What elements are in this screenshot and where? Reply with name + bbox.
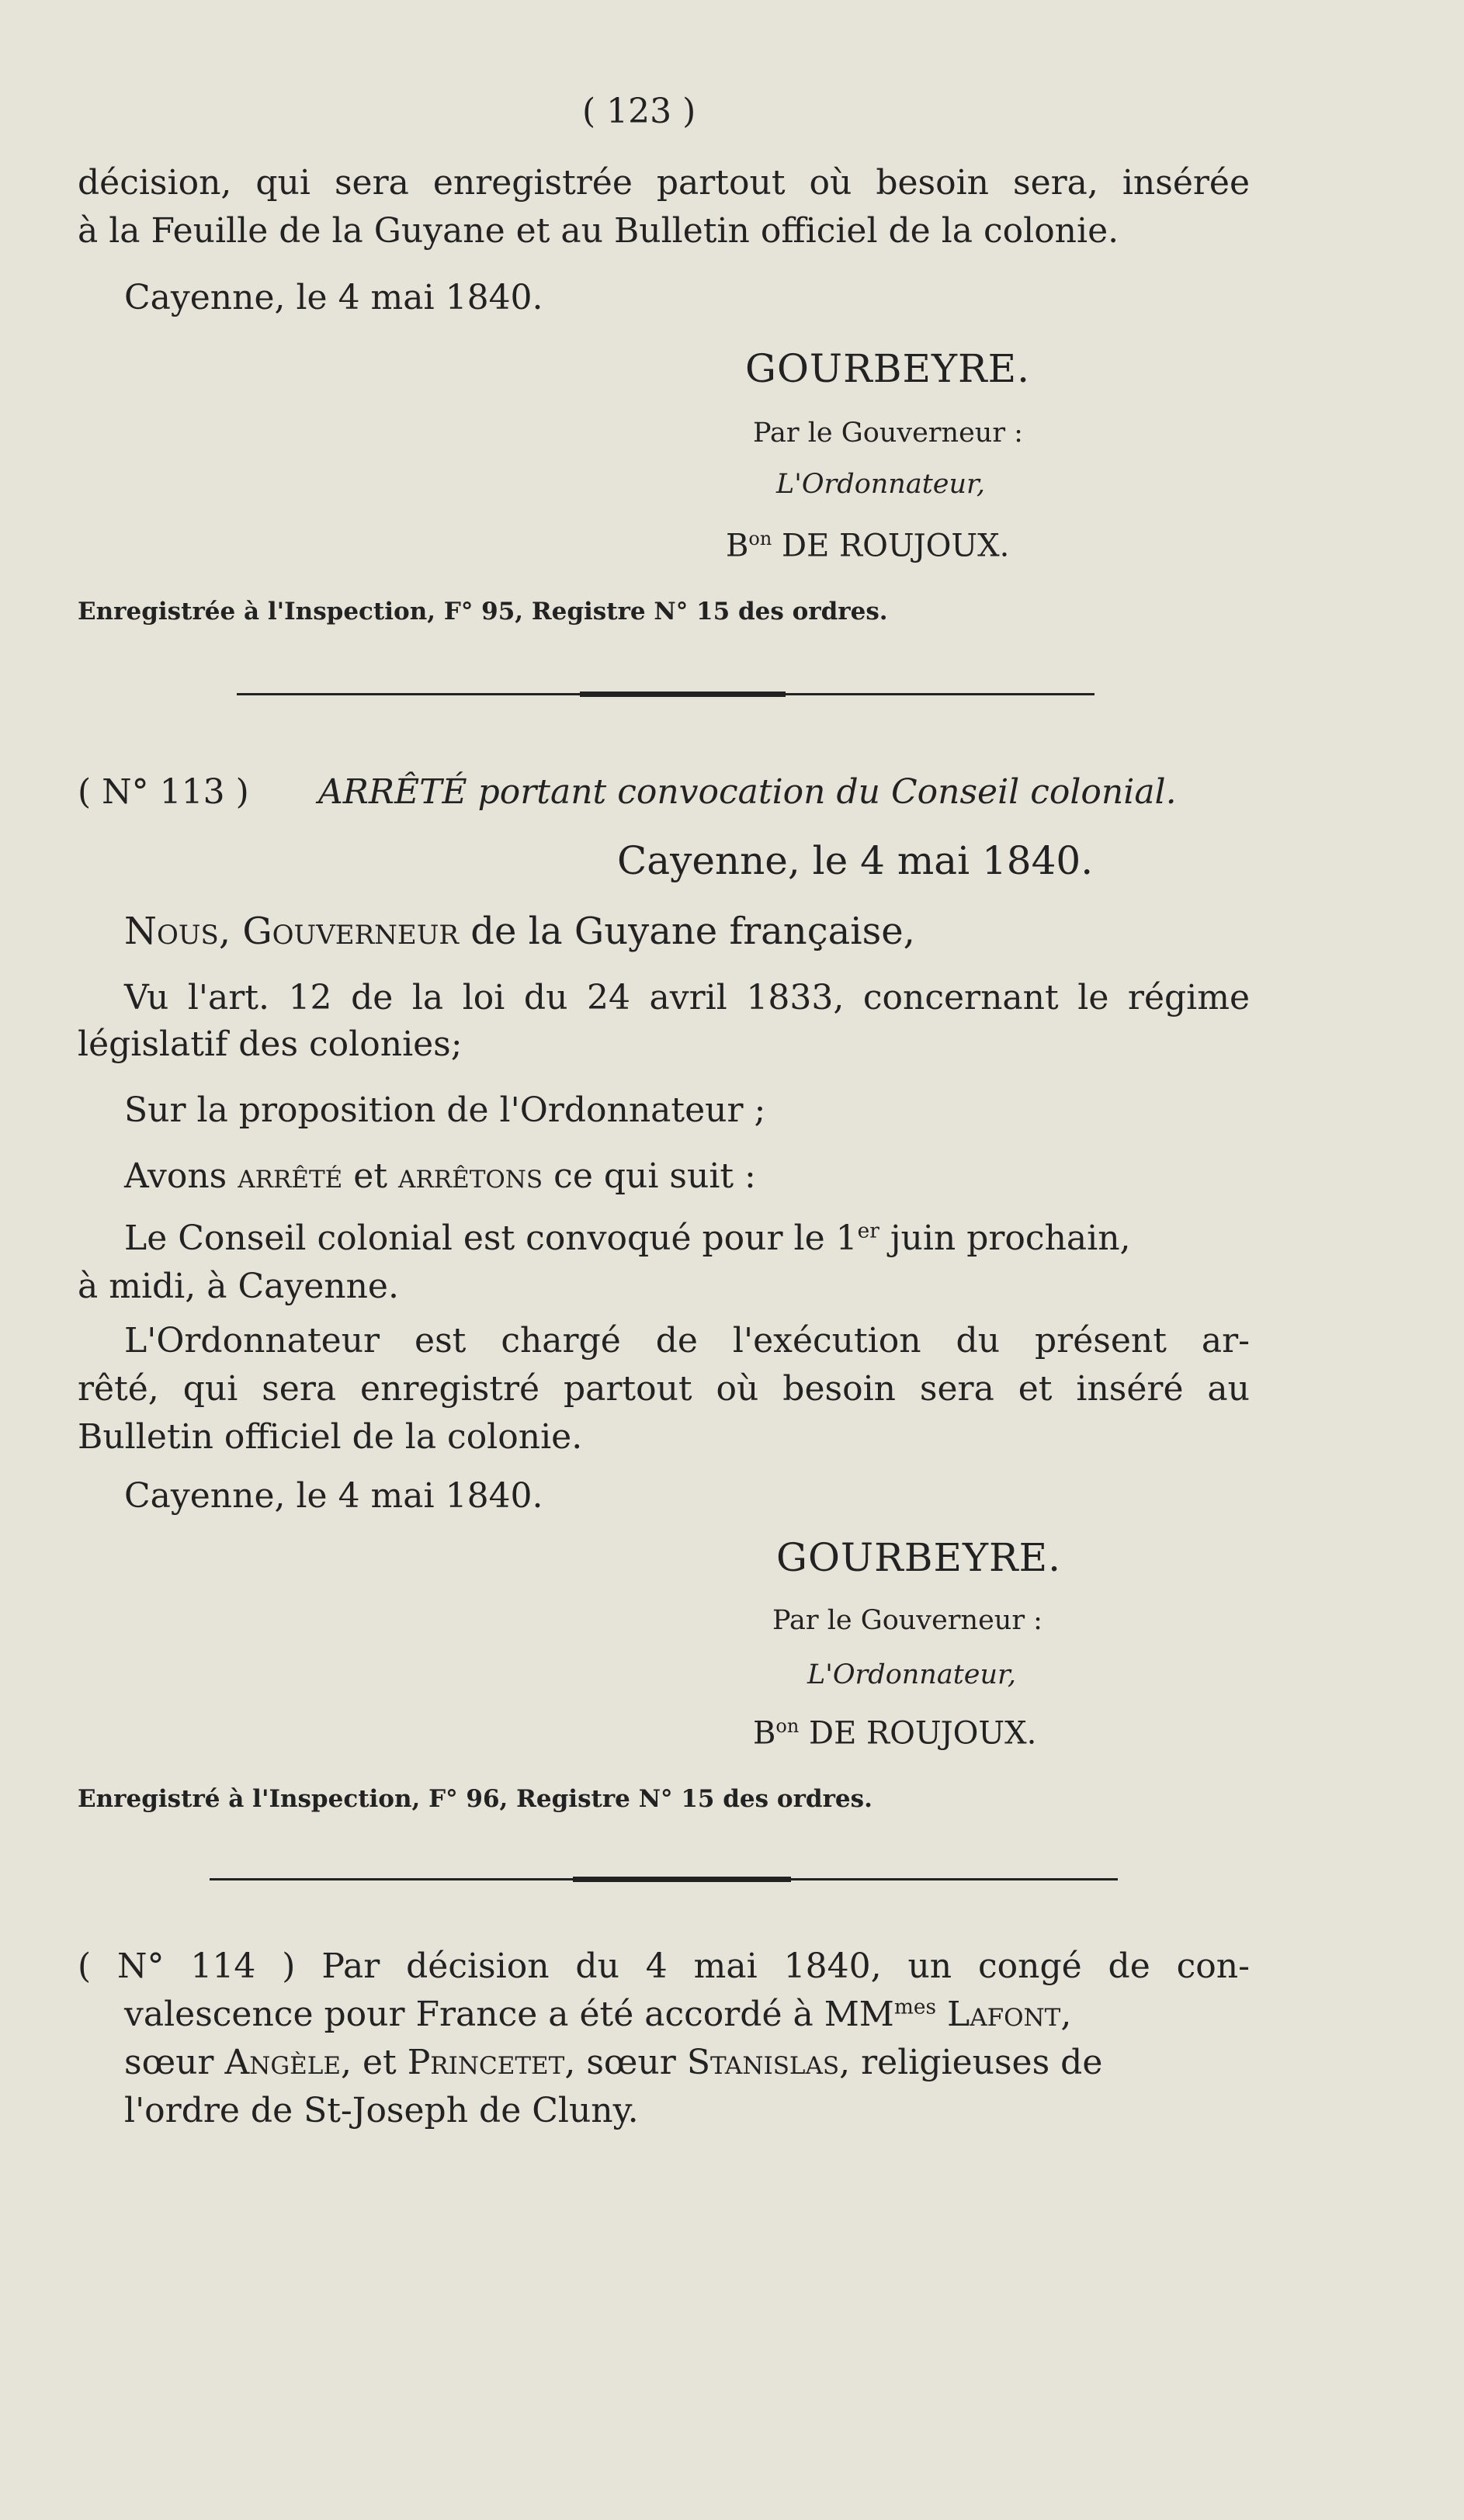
decision-line: l'ordre de St-Joseph de Cluny. (124, 2091, 639, 2130)
decree-date: Cayenne, le 4 mai 1840. (617, 838, 1094, 883)
divider-rule (210, 1878, 1118, 1880)
decision-line: valescence pour France a été accordé à $MM^{mes}$ Lafont, (124, 1995, 1072, 2034)
text-line: Le Conseil colonial est convoqué pour le 1er juin prochain, (124, 1218, 1131, 1258)
date-line: Cayenne, le 4 mai 1840. (124, 1476, 543, 1516)
text-line: Vu l'art. 12 de la loi du 24 avril 1833, concernant le régime (124, 978, 1250, 1017)
decision-line: ( N° 114 ) Par décision du 4 mai 1840, un congé de con- (78, 1946, 1250, 1986)
decree-title: ARRÊTÉ portant convocation du Conseil colonial. (318, 772, 1177, 812)
text-line: Sur la proposition de l'Ordonnateur ; (124, 1090, 766, 1130)
text-line: L'Ordonnateur est chargé de l'exécution du présent ar- (124, 1321, 1250, 1361)
baron-signature: $B^{on}$ DE ROUJOUX. (753, 1715, 1037, 1752)
registration-note: Enregistrée à l'Inspection, F° 95, Registre N° 15 des ordres. (78, 598, 888, 626)
divider-rule (237, 693, 1095, 695)
decree-number: ( N° 113 ) (78, 772, 249, 812)
text-line: à midi, à Cayenne. (78, 1267, 399, 1306)
by-governor: Par le Gouverneur : (772, 1605, 1042, 1636)
by-governor: Par le Gouverneur : (753, 418, 1023, 449)
text-line: à la Feuille de la Guyane et au Bulletin officiel de la colonie. (78, 211, 1119, 251)
text-line: Bulletin officiel de la colonie. (78, 1417, 583, 1457)
text-line: décision, qui sera enregistrée partout où besoin sera, insérée (78, 163, 1250, 203)
page-number: ( 123 ) (582, 92, 696, 131)
signature: GOURBEYRE. (776, 1535, 1062, 1580)
date-line: Cayenne, le 4 mai 1840. (124, 278, 543, 317)
registration-note: Enregistré à l'Inspection, F° 96, Registre N° 15 des ordres. (78, 1785, 873, 1813)
text-line: rêté, qui sera enregistré partout où besoin sera et inséré au (78, 1369, 1250, 1409)
signature: GOURBEYRE. (745, 346, 1031, 391)
text-line: législatif des colonies; (78, 1024, 463, 1064)
decision-line: sœur Angèle, et Princetet, sœur Stanislas, religieuses de (124, 2043, 1103, 2082)
text-line: Avons arrêté et arrêtons ce qui suit : (124, 1156, 756, 1196)
ordonnateur-title: L'Ordonnateur, (807, 1659, 1017, 1690)
ordonnateur-title: L'Ordonnateur, (776, 469, 986, 500)
baron-signature: $B^{on}$ DE ROUJOUX. (726, 528, 1010, 564)
decree-preamble: Nous, Gouverneur de la Guyane française, (124, 910, 915, 953)
